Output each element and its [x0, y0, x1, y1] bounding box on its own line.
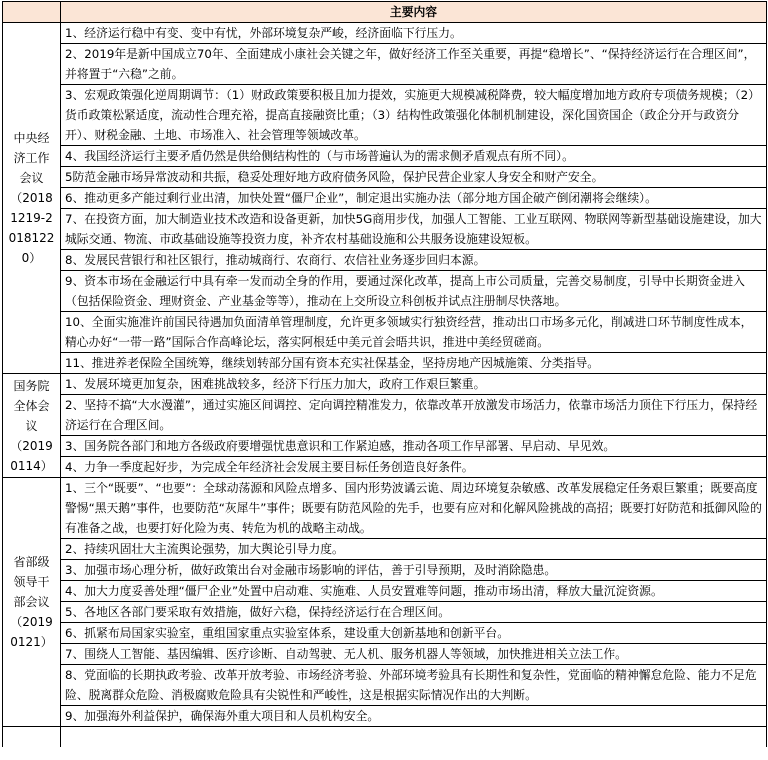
content-item-cell: 7、围绕人工智能、基因编辑、医疗诊断、自动驾驶、无人机、服务机器人等领域，加快推进相关立法工作。 — [61, 644, 767, 665]
content-item-cell: 3、国务院各部门和地方各级政府要增强忧患意识和工作紧迫感，推动各项工作早部署、早启动、早见效。 — [61, 436, 767, 457]
content-item-cell: 8、发展民营银行和社区银行，推动城商行、农商行、农信社业务逐步回归本源。 — [61, 250, 767, 271]
table-row — [3, 436, 767, 457]
content-item-cell: 9、加强海外利益保护，确保海外重大项目和人员机构安全。 — [61, 706, 767, 727]
meeting-name-line: 018122 — [8, 231, 55, 245]
header-row — [3, 2, 767, 23]
content-item-cell: 3、宏观政策强化逆周期调节：（1）财政政策要积极且加力提效，实施更大规模减税降费，较大幅度增加地方政府专项债务规模；（2）货币政策松紧适度，流动性合理充裕，提高直接融资比重；（3）结构性政策强化体制机制建设，深化国资国企（政企分开与政资分开）、财税金融、土地、市场准入、社会管理等领域改革。 — [61, 85, 767, 146]
content-item-cell: 1、发展环境更加复杂，困难挑战较多，经济下行压力加大，政府工作艰巨繁重。 — [61, 374, 767, 395]
meeting-name-line: （2018 — [10, 191, 53, 205]
content-item-cell: 4、力争一季度起好步，为完成全年经济社会发展主要目标任务创造良好条件。 — [61, 457, 767, 478]
table-row — [3, 395, 767, 436]
trailing-cell — [3, 727, 61, 747]
policy-table — [2, 1, 767, 747]
table-row — [3, 560, 767, 581]
content-item-cell: 5、各地区各部门要采取有效措施，做好六稳，保持经济运行在合理区间。 — [61, 602, 767, 623]
meeting-name-cell — [3, 478, 61, 727]
meeting-name-line: 全体会 — [13, 398, 50, 413]
content-item-cell: 6、推动更多产能过剩行业出清，加快处置“僵尸企业”，制定退出实施办法（部分地方国企破产倒闭潮将会继续）。 — [61, 188, 767, 209]
meeting-name-line: 1219-2 — [10, 211, 53, 225]
table-row — [3, 581, 767, 602]
table-row — [3, 353, 767, 374]
content-item-cell: 2、坚持不搞“大水漫灌”，通过实施区间调控、定向调控精准发力，依靠改革开放激发市场活力，依靠市场活力顶住下行压力，保持经济运行在合理区间。 — [61, 395, 767, 436]
content-item-cell: 10、全面实施准许前国民待遇加负面清单管理制度，允许更多领域实行独资经营，推动出口市场多元化，削减进口环节制度性成本，精心办好“一带一路”国际合作高峰论坛，落实阿根廷中美元首会晤共识，推进中美经贸磋商。 — [61, 312, 767, 353]
meeting-name-line: 0114） — [10, 458, 53, 473]
table-row — [3, 706, 767, 727]
meeting-name-line: （2019 — [10, 438, 53, 453]
meeting-name-cell — [3, 374, 61, 478]
content-item-cell: 1、经济运行稳中有变、变中有忧，外部环境复杂严峻，经济面临下行压力。 — [61, 23, 767, 44]
table-row — [3, 665, 767, 706]
table-row — [3, 374, 767, 395]
table-row — [3, 146, 767, 167]
meeting-name-line: 会议 — [19, 171, 44, 185]
table-row — [3, 312, 767, 353]
meeting-name-cell — [3, 23, 61, 374]
content-item-cell: 4、加大力度妥善处理“僵尸企业”处置中启动难、实施难、人员安置难等问题，推动市场出清，释放大量沉淀资源。 — [61, 581, 767, 602]
content-item-cell: 4、我国经济运行主要矛盾仍然是供给侧结构性的（与市场普遍认为的需求侧矛盾观点有所不同）。 — [61, 146, 767, 167]
meeting-name-line: 省部级 — [13, 555, 50, 569]
table-row — [3, 85, 767, 146]
meeting-name-line: 0） — [21, 251, 42, 265]
table-row — [3, 250, 767, 271]
table-row — [3, 188, 767, 209]
content-item-cell: 9、资本市场在金融运行中具有牵一发而动全身的作用，要通过深化改革，提高上市公司质量，完善交易制度，引导中长期资金进入（包括保险资金、理财资金、产业基金等等），推动在上交所设立科创板并试点注册制尽快落地。 — [61, 271, 767, 312]
content-item-cell: 2、持续巩固壮大主流舆论强势，加大舆论引导力度。 — [61, 539, 767, 560]
trailing-row — [3, 727, 767, 747]
meeting-name-line: 中央经 — [13, 131, 50, 145]
table-row — [3, 271, 767, 312]
table-row — [3, 457, 767, 478]
table-body — [3, 23, 767, 747]
table-row — [3, 23, 767, 44]
header-content-title: 主要内容 — [61, 2, 767, 23]
table-row — [3, 602, 767, 623]
meeting-name-line: 国务院 — [13, 378, 50, 393]
meeting-name-line: 济工作 — [13, 151, 50, 165]
content-item-cell: 5防范金融市场异常波动和共振，稳妥处理好地方政府债务风险，保护民营企业家人身安全和财产安全。 — [61, 167, 767, 188]
table-row — [3, 539, 767, 560]
meeting-name-line: 领导干 — [13, 575, 50, 589]
meeting-name-line: 议 — [25, 418, 38, 433]
table-row — [3, 167, 767, 188]
trailing-cell — [61, 727, 767, 747]
table-row — [3, 644, 767, 665]
table-row — [3, 44, 767, 85]
content-item-cell: 3、加强市场心理分析，做好政策出台对金融市场影响的评估，善于引导预期，及时消除隐患。 — [61, 560, 767, 581]
table-row — [3, 478, 767, 539]
table-row — [3, 623, 767, 644]
content-item-cell: 7、在投资方面，加大制造业技术改造和设备更新，加快5G商用步伐，加强人工智能、工业互联网、物联网等新型基础设施建设，加大城际交通、物流、市政基础设施等投资力度，补齐农村基础设施和公共服务设施建设短板。 — [61, 209, 767, 250]
meeting-name-line: 0121） — [10, 635, 53, 649]
meeting-name-line: 部会议 — [13, 595, 50, 609]
content-item-cell: 11、推进养老保险全国统筹，继续划转部分国有资本充实社保基金，坚持房地产因城施策、分类指导。 — [61, 353, 767, 374]
content-item-cell: 8、党面临的长期执政考验、改革开放考验、市场经济考验、外部环境考验具有长期性和复杂性，党面临的精神懈怠危险、能力不足危险、脱离群众危险、消极腐败危险具有尖锐性和严峻性，这是根据实际情况作出的大判断。 — [61, 665, 767, 706]
table-row — [3, 209, 767, 250]
meeting-name-line: （2019 — [10, 615, 53, 629]
content-item-cell: 2、2019年是新中国成立70年、全面建成小康社会关键之年，做好经济工作至关重要，再提“稳增长”、“保持经济运行在合理区间”，并将置于“六稳”之前。 — [61, 44, 767, 85]
content-item-cell: 1、三个“既要”、“也要”：全球动荡源和风险点增多、国内形势波谲云诡、周边环境复杂敏感、改革发展稳定任务艰巨繁重；既要高度警惕“黑天鹅”事件，也要防范“灰犀牛”事件；既要有防范风险的先手，也要有应对和化解风险挑战的高招；既要打好防范和抵御风险的有准备之战，也要打好化险为夷、转危为机的战略主动战。 — [61, 478, 767, 539]
header-corner-cell — [3, 2, 61, 23]
content-item-cell: 6、抓紧布局国家实验室，重组国家重点实验室体系，建设重大创新基地和创新平台。 — [61, 623, 767, 644]
